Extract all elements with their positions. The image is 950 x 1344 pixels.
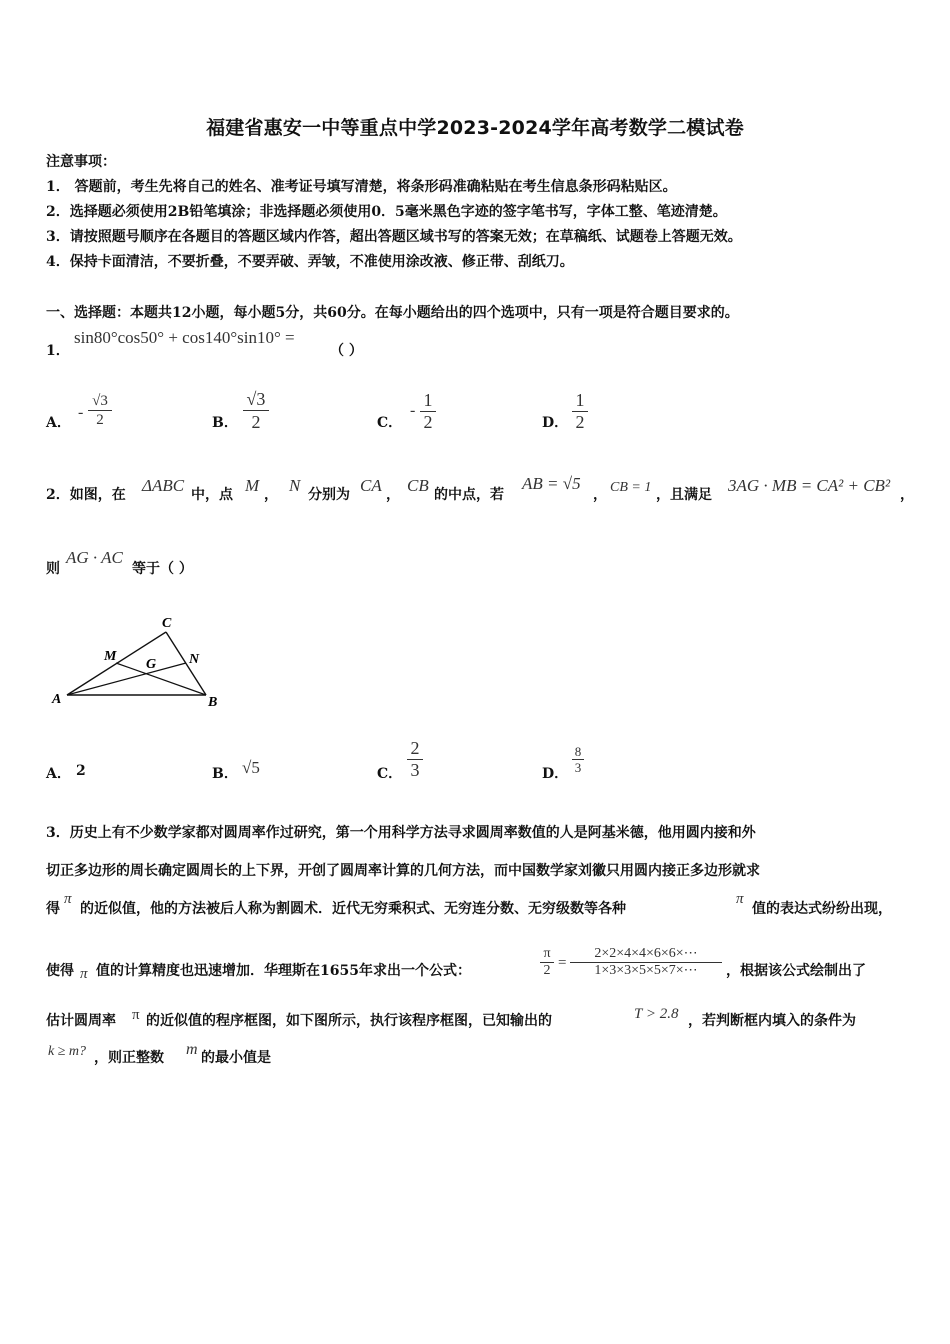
condition-equation: 3AG · MB = CA² + CB² — [728, 476, 891, 495]
question-3-line: 值的表达式纷纷出现， — [752, 901, 892, 917]
comma: ， — [386, 487, 400, 503]
question-3-line: 切正多边形的周长确定圆周长的上下界，开创了圆周率计算的几何方法，而中国数学家刘徽只用圆内接正多边形就求 — [46, 863, 760, 879]
option-label: A． — [46, 766, 71, 782]
equals-sign: = — [558, 955, 567, 971]
fraction-denominator: 1×3×3×5×5×7×⋯ — [594, 963, 698, 978]
question-3-line: 值的计算精度也迅速增加．华理斯在1655年求出一个公式： — [96, 963, 471, 979]
option-label: B． — [212, 766, 238, 782]
option-a-fraction — [88, 392, 112, 429]
triangle-figure — [40, 610, 240, 720]
comma: ， — [264, 487, 278, 503]
ab-equation: AB = √5 — [522, 474, 581, 493]
option-d-fraction — [572, 744, 584, 775]
note-item: 2．选择题必须使用2B铅笔填涂；非选择题必须使用0．5毫米黑色字迹的签字笔书写，字体工整、笔迹清楚。 — [46, 204, 727, 220]
option-label: C． — [377, 415, 403, 431]
segment-cb: CB — [407, 476, 429, 495]
question-3-line: 的近似值的程序框图，如下图所示，执行该程序框图，已知输出的 — [146, 1013, 552, 1029]
option-label: A． — [46, 415, 71, 431]
section-heading: 一、选择题：本题共12小题，每小题5分，共60分。在每小题给出的四个选项中，只有一项是符合题目要求的。 — [46, 305, 739, 321]
question-3-line: ，若判断框内填入的条件为 — [688, 1013, 856, 1029]
label-c: C — [162, 616, 172, 631]
point-n: N — [289, 476, 301, 495]
option-c-fraction — [420, 390, 436, 433]
option-value: 2 — [76, 763, 86, 779]
pi-symbol: π — [64, 891, 72, 907]
option-label: C． — [377, 766, 403, 782]
option-label: D． — [542, 766, 569, 782]
question-3-line: ，则正整数 — [94, 1050, 164, 1066]
question-3-line: 估计圆周率 — [46, 1013, 116, 1029]
note-item: 3．请按照题号顺序在各题目的答题区域内作答，超出答题区域书写的答案无效；在草稿纸、试题卷上答题无效。 — [46, 229, 742, 245]
fraction-numerator: π — [543, 946, 551, 961]
note-item: 1． 答题前，考生先将自己的姓名、准考证号填写清楚，将条形码准确粘贴在考生信息条形码粘贴区。 — [46, 179, 677, 195]
label-n: N — [189, 652, 200, 667]
option-sign: - — [410, 402, 416, 419]
note-item: 4．保持卡面清洁，不要折叠，不要弄破、弄皱，不准使用涂改液、修正带、刮纸刀。 — [46, 254, 574, 270]
question-2-text: 2．如图，在 — [46, 487, 126, 503]
question-2-text: 则 — [46, 561, 60, 577]
question-3-line: 的近似值，他的方法被后人称为割圆术．近代无穷乘积式、无穷连分数、无穷级数等各种 — [80, 901, 626, 917]
fraction-denominator: 2 — [543, 963, 551, 978]
formula-left-fraction — [540, 946, 554, 979]
median-bm — [116, 663, 206, 695]
pi-symbol: π — [736, 891, 744, 907]
question-1-expression: sin80°cos50° + cos140°sin10° = — [74, 328, 295, 347]
cb-equation: CB = 1 — [610, 480, 652, 495]
question-number: 1． — [46, 343, 70, 359]
fraction-numerator: 8 — [574, 744, 582, 759]
fraction-denominator: 3 — [410, 760, 420, 780]
option-b-fraction — [243, 388, 269, 433]
fraction-numerator: 2×2×4×4×6×6×⋯ — [594, 946, 698, 961]
question-2-text: ，且满足 — [656, 487, 712, 503]
option-label: B． — [212, 415, 238, 431]
dot-product: AG · AC — [66, 548, 123, 567]
fraction-denominator: 2 — [251, 412, 261, 432]
fraction-numerator: 1 — [575, 390, 585, 410]
page-title: 福建省惠安一中等重点中学2023-2024学年高考数学二模试卷 — [206, 117, 744, 139]
option-value: √5 — [242, 758, 260, 777]
wallis-fraction — [570, 946, 722, 979]
fraction-numerator: √3 — [92, 393, 108, 409]
question-2-text: 中，点 — [191, 487, 233, 503]
triangle-symbol: ΔABC — [142, 476, 185, 495]
option-sign: - — [78, 404, 84, 421]
answer-blank: （ ） — [330, 343, 363, 359]
option-d-fraction — [572, 390, 588, 433]
t-condition: T > 2.8 — [634, 1006, 679, 1022]
label-g: G — [146, 657, 157, 672]
variable-m: m — [186, 1041, 198, 1058]
fraction-denominator: 2 — [96, 412, 104, 428]
loop-condition: k ≥ m? — [48, 1044, 87, 1059]
notes-heading: 注意事项： — [46, 154, 116, 170]
question-3-line: 的最小值是 — [201, 1050, 271, 1066]
comma: ， — [900, 487, 914, 503]
fraction-denominator: 2 — [575, 412, 585, 432]
median-an — [67, 663, 186, 695]
point-m: M — [245, 476, 260, 495]
option-c-fraction — [407, 738, 423, 781]
comma: ， — [593, 487, 607, 503]
question-3-line: 使得 — [46, 963, 74, 979]
question-2-text: 分别为 — [308, 487, 350, 503]
question-3-line: ，根据该公式绘制出了 — [726, 963, 866, 979]
fraction-numerator: √3 — [246, 389, 266, 409]
fraction-denominator: 2 — [423, 412, 433, 432]
question-2-text: 等于（ ） — [132, 561, 193, 577]
fraction-numerator: 2 — [410, 738, 420, 758]
question-2-text: 的中点，若 — [434, 487, 504, 503]
question-3-line: 得 — [46, 901, 60, 917]
label-b: B — [208, 695, 218, 710]
question-3-line: 3．历史上有不少数学家都对圆周率作过研究，第一个用科学方法寻求圆周率数值的人是阿基米德，他用圆内接和外 — [46, 825, 756, 841]
segment-ca: CA — [360, 476, 382, 495]
pi-symbol: π — [132, 1007, 140, 1023]
label-a: A — [52, 692, 62, 707]
label-m: M — [104, 649, 117, 664]
fraction-numerator: 1 — [423, 390, 433, 410]
option-label: D． — [542, 415, 569, 431]
pi-symbol: π — [80, 966, 88, 982]
fraction-denominator: 3 — [574, 760, 582, 775]
